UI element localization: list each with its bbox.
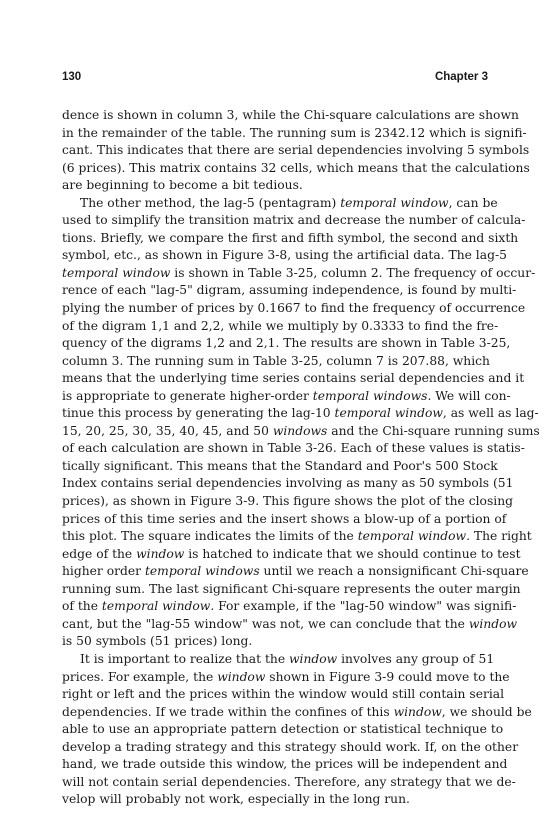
- text-line: running sum. The last significant Chi-square represents the outer margin: [62, 581, 521, 596]
- text-line: hand, we trade outside this window, the prices will be independent and: [62, 757, 508, 772]
- text-line: (6 prices). This matrix contains 32 cells, which means that the calculations: [62, 160, 530, 175]
- paragraph: [62, 107, 530, 195]
- text-line: quency of the digrams 1,2 and 2,1. The results are shown in Table 3-25,: [62, 336, 511, 351]
- text-line: column 3. The running sum in Table 3-25, column 7 is 207.88, which: [62, 353, 490, 368]
- text-line: plying the number of prices by 0.1667 to find the frequency of occurrence: [62, 301, 526, 316]
- text-line: tically significant. This means that the Standard and Poor's 500 Stock: [62, 458, 498, 473]
- paragraph: [62, 651, 532, 809]
- text-line: temporal window is shown in Table 3-25, column 2. The frequency of occur-: [62, 265, 536, 280]
- text-line: able to use an appropriate pattern detection or statistical technique to: [62, 722, 504, 737]
- text-line: this plot. The square indicates the limits of the temporal window. The right: [62, 529, 532, 544]
- paragraph: [62, 195, 540, 651]
- text-line: edge of the window is hatched to indicate that we should continue to test: [62, 546, 521, 561]
- text-line: 15, 20, 25, 30, 35, 40, 45, and 50 windows and the Chi-square running sums: [62, 423, 540, 438]
- text-line: are beginning to become a bit tedious.: [62, 178, 303, 193]
- text-line: is 50 symbols (51 prices) long.: [62, 634, 253, 649]
- running-header: [62, 71, 488, 83]
- text-line: prices. For example, the window shown in Figure 3-9 could move to the: [62, 669, 510, 684]
- text-line: develop a trading strategy and this strategy should work. If, on the other: [62, 739, 519, 754]
- text-line: dence is shown in column 3, while the Chi-square calculations are shown: [62, 108, 519, 122]
- text-line: dependencies. If we trade within the confines of this window, we should be: [62, 704, 532, 719]
- text-line: velop will probably not work, especially in the long run.: [62, 792, 410, 807]
- text-line: of the temporal window. For example, if the "lag-50 window" was signifi-: [62, 599, 517, 614]
- text-line: in the remainder of the table. The running sum is 2342.12 which is signifi-: [62, 125, 527, 140]
- text-line: The other method, the lag-5 (pentagram) temporal window, can be: [80, 195, 498, 210]
- text-line: It is important to realize that the window involves any group of 51: [80, 651, 495, 666]
- text-line: prices), as shown in Figure 3-9. This figure shows the plot of the closing: [62, 494, 513, 509]
- text-line: of each calculation are shown in Table 3-26. Each of these values is statis-: [62, 441, 525, 456]
- text-line: prices of this time series and the insert shows a blow-up of a portion of: [62, 511, 507, 526]
- text-line: higher order temporal windows until we reach a nonsignificant Chi-square: [62, 564, 529, 579]
- text-line: rence of each "lag-5" digram, assuming independence, is found by multi-: [62, 283, 517, 298]
- text-line: cant, but the "lag-55 window" was not, we can conclude that the window: [62, 616, 518, 631]
- text-line: means that the underlying time series contains serial dependencies and it: [62, 371, 525, 386]
- text-line: of the digram 1,1 and 2,2, while we multiply by 0.3333 to find the fre-: [62, 318, 499, 333]
- text-line: symbol, etc., as shown in Figure 3-8, using the artificial data. The lag-5: [62, 248, 507, 263]
- text-line: used to simplify the transition matrix and decrease the number of calcula-: [62, 213, 526, 228]
- text-line: cant. This indicates that there are serial dependencies involving 5 symbols: [62, 143, 530, 158]
- text-line: will not contain serial dependencies. Therefore, any strategy that we de-: [62, 774, 516, 789]
- text-line: Index contains serial dependencies involving as many as 50 symbols (51: [62, 476, 514, 491]
- text-line: is appropriate to generate higher-order temporal windows. We will con-: [62, 388, 511, 403]
- chapter-label: Chapter 3: [434, 71, 488, 83]
- body-text: [62, 107, 540, 809]
- page-number: 130: [62, 71, 82, 83]
- text-line: right or left and the prices within the window would still contain serial: [62, 687, 505, 702]
- text-line: tinue this process by generating the lag-10 temporal window, as well as lag-: [62, 406, 539, 421]
- text-line: tions. Briefly, we compare the first and fifth symbol, the second and sixth: [62, 230, 519, 245]
